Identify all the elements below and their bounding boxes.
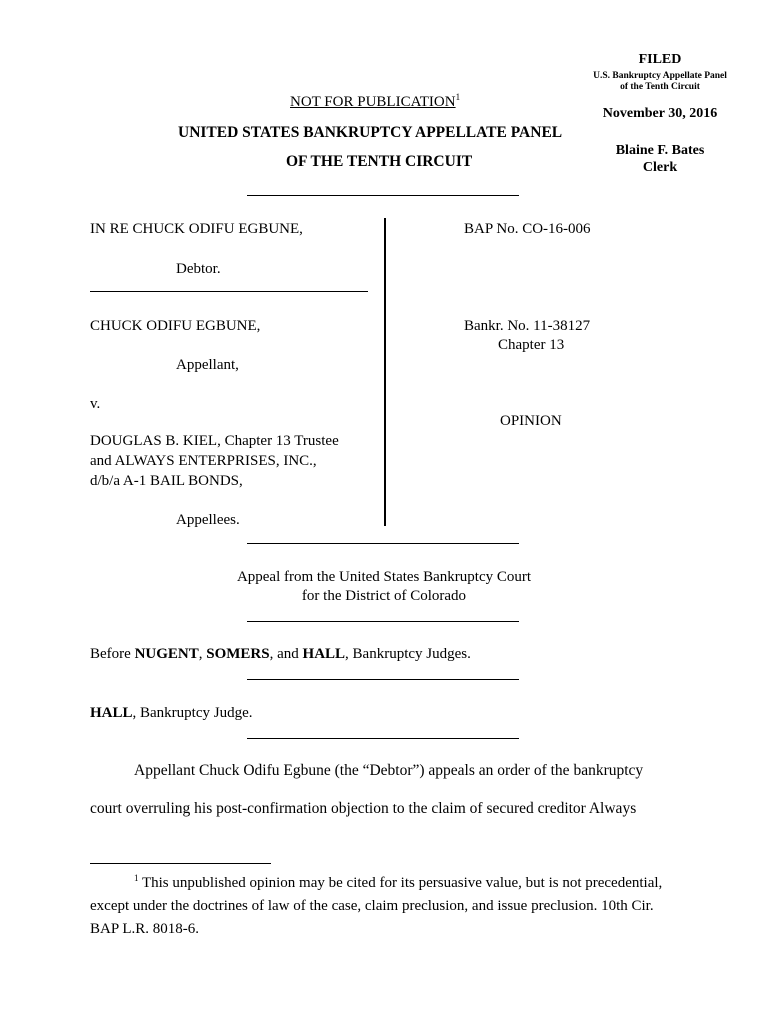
footnote — [90, 872, 680, 941]
versus: v. — [90, 396, 101, 412]
divider — [247, 195, 519, 196]
filed-date: November 30, 2016 — [602, 106, 718, 121]
appellees-line1: DOUGLAS B. KIEL, Chapter 13 Trustee — [90, 433, 339, 449]
appellant-label: Appellant, — [176, 357, 239, 373]
judge-separator: , and — [269, 646, 303, 662]
author-name: HALL — [90, 705, 133, 721]
author-suffix: , Bankruptcy Judge. — [132, 705, 253, 721]
before-suffix: , Bankruptcy Judges. — [345, 646, 471, 662]
in-re-line: IN RE CHUCK ODIFU EGBUNE, — [90, 221, 303, 237]
appellant-name: CHUCK ODIFU EGBUNE, — [90, 318, 261, 334]
footnote-text: This unpublished opinion may be cited for its persuasive value, but is not precedential, except under the doctrines of law of the case, claim preclusion, and issue preclusion. 10th Cir. BAP L.R. 8018-6. — [90, 875, 663, 937]
body-line2: court overruling his post-confirmation objection to the claim of secured creditor Always — [90, 800, 637, 817]
appeal-line1: Appeal from the United States Bankruptcy Court — [236, 569, 532, 585]
filed-stamp-panel: U.S. Bankruptcy Appellate Panel — [593, 71, 727, 81]
opinion-label: OPINION — [500, 413, 562, 429]
appellees-line3: d/b/a A-1 BAIL BONDS, — [90, 473, 243, 489]
divider — [247, 679, 519, 680]
clerk-name: Blaine F. Bates — [615, 143, 705, 158]
bankruptcy-number: Bankr. No. 11-38127 — [464, 318, 591, 334]
divider — [247, 621, 519, 622]
footnote-mark: 1 — [134, 873, 139, 883]
before-prefix: Before — [90, 646, 135, 662]
footnote-rule — [90, 863, 271, 864]
divider — [247, 543, 519, 544]
not-for-publication — [290, 94, 460, 111]
clerk-title: Clerk — [642, 160, 678, 175]
chapter-label: Chapter 13 — [498, 337, 565, 353]
body-line1: Appellant Chuck Odifu Egbune (the “Debtor”) appeals an order of the bankruptcy — [134, 762, 644, 779]
judge-nugent: NUGENT — [134, 646, 199, 662]
court-name-line1: UNITED STATES BANKRUPTCY APPELLATE PANEL — [178, 124, 563, 141]
filed-stamp-title: FILED — [638, 52, 682, 67]
debtor-label: Debtor. — [176, 261, 221, 277]
judge-somers: SOMERS — [206, 646, 270, 662]
appellees-line2: and ALWAYS ENTERPRISES, INC., — [90, 453, 317, 469]
judge-separator: , — [198, 646, 207, 662]
panel-judges — [90, 646, 471, 663]
court-name-line2: OF THE TENTH CIRCUIT — [286, 153, 473, 170]
not-for-publication-text: NOT FOR PUBLICATION — [290, 94, 456, 110]
caption-vertical-rule — [384, 218, 386, 526]
appeal-line2: for the District of Colorado — [301, 588, 467, 604]
judge-hall: HALL — [302, 646, 346, 662]
opinion-author — [90, 705, 253, 722]
divider — [247, 738, 519, 739]
footnote-reference: 1 — [455, 92, 461, 102]
bap-number: BAP No. CO-16-006 — [464, 221, 591, 237]
filed-stamp-circuit: of the Tenth Circuit — [620, 82, 700, 92]
caption-divider — [90, 291, 368, 292]
appellees-label: Appellees. — [176, 512, 240, 528]
